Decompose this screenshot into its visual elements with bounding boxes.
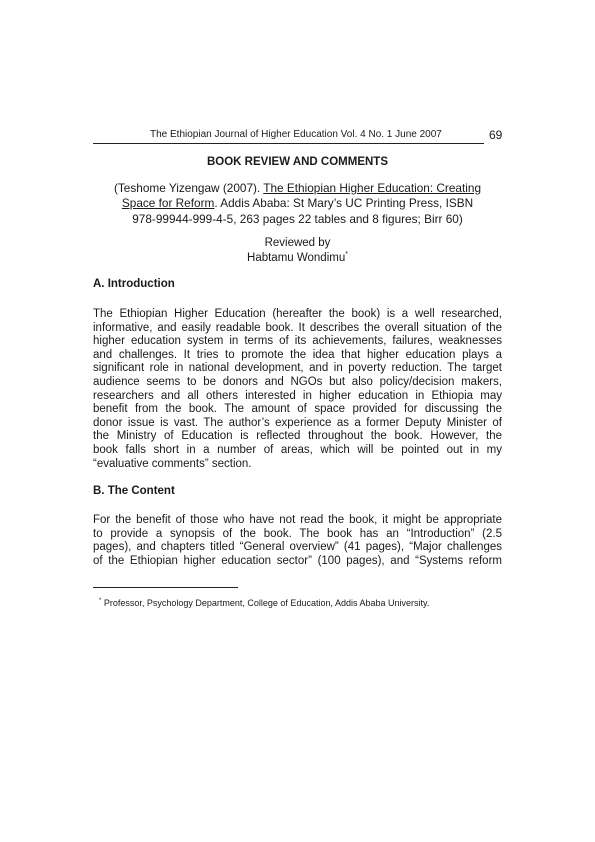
reviewer-name: Habtamu Wondimu: [247, 252, 346, 264]
footnote-marker: *: [99, 598, 102, 604]
paragraph-line: significant role in national development, and in poverty reduction. The target: [93, 362, 502, 375]
paragraph-line: audience seems to be donors and NGOs but also policy/decision makers,: [93, 375, 502, 388]
paragraph-line: For the benefit of those who have not read the book, it might be appropriate: [93, 514, 502, 526]
footnote-text: Professor, Psychology Department, College of Education, Addis Ababa University.: [101, 598, 430, 608]
citation-line-1: [93, 181, 502, 196]
section-heading-content: B. The Content: [93, 485, 175, 497]
book-title-part-1: The Ethiopian Higher Education: Creating: [263, 181, 481, 195]
running-head: The Ethiopian Journal of Higher Education Vol. 4 No. 1 June 2007: [150, 129, 442, 140]
citation-line-2: [93, 196, 502, 211]
book-title-part-2: Space for Reform: [121, 196, 215, 211]
citation-line-3: 978-99944-999-4-5, 263 pages 22 tables and 8 figures; Birr 60): [132, 211, 463, 226]
paragraph-line: donor issue is vast. The author’s experience as a former Deputy Minister of: [93, 416, 502, 429]
citation-prefix: (Teshome Yizengaw (2007).: [113, 181, 264, 195]
article-title: BOOK REVIEW AND COMMENTS: [206, 156, 389, 168]
paragraph-line: benefit from the book. The amount of space provided for discussing the: [93, 403, 502, 416]
paragraph-line: informative, and easily readable book. It describes the overall situation of the: [93, 321, 502, 334]
content-paragraph: [93, 514, 502, 568]
paragraph-line: to provide a synopsis of the book. The book has an “Introduction” (2.5: [93, 527, 502, 540]
footnote-rule: [93, 587, 238, 588]
reviewer-footnote-marker: *: [345, 251, 348, 258]
page-number: 69: [489, 128, 503, 142]
introduction-paragraph: [93, 308, 502, 471]
paragraph-line: book falls short in a number of areas, which will be pointed out in my: [93, 443, 502, 456]
paragraph-line: of the Ethiopian higher education sector” (100 pages), and “Systems reform: [93, 554, 502, 567]
paragraph-line: higher education system in terms of its achievements, failures, weaknesses: [93, 335, 502, 348]
header-rule: [93, 143, 484, 144]
section-heading-introduction: A. Introduction: [93, 278, 175, 290]
paragraph-line: researchers and all others interested in higher education in Ethiopia may: [93, 389, 502, 402]
paragraph-line: pages), and chapters titled “General overview” (41 pages), “Major challenges: [93, 541, 502, 554]
paragraph-line: and challenges. It tries to promote the idea that higher education plays a: [93, 348, 502, 361]
reviewed-by-label: Reviewed by: [264, 237, 331, 249]
citation-publisher: . Addis Ababa: St Mary’s UC Printing Press, ISBN: [214, 196, 474, 211]
footnote: [99, 598, 429, 608]
paragraph-line: “evaluative comments” section.: [93, 457, 252, 470]
book-citation: [93, 181, 502, 227]
paragraph-line: The Ethiopian Higher Education (hereafter the book) is a well researched,: [93, 308, 502, 320]
reviewer: [0, 252, 595, 264]
paragraph-line: the Ministry of Education is reflected throughout the book. However, the: [93, 430, 502, 443]
